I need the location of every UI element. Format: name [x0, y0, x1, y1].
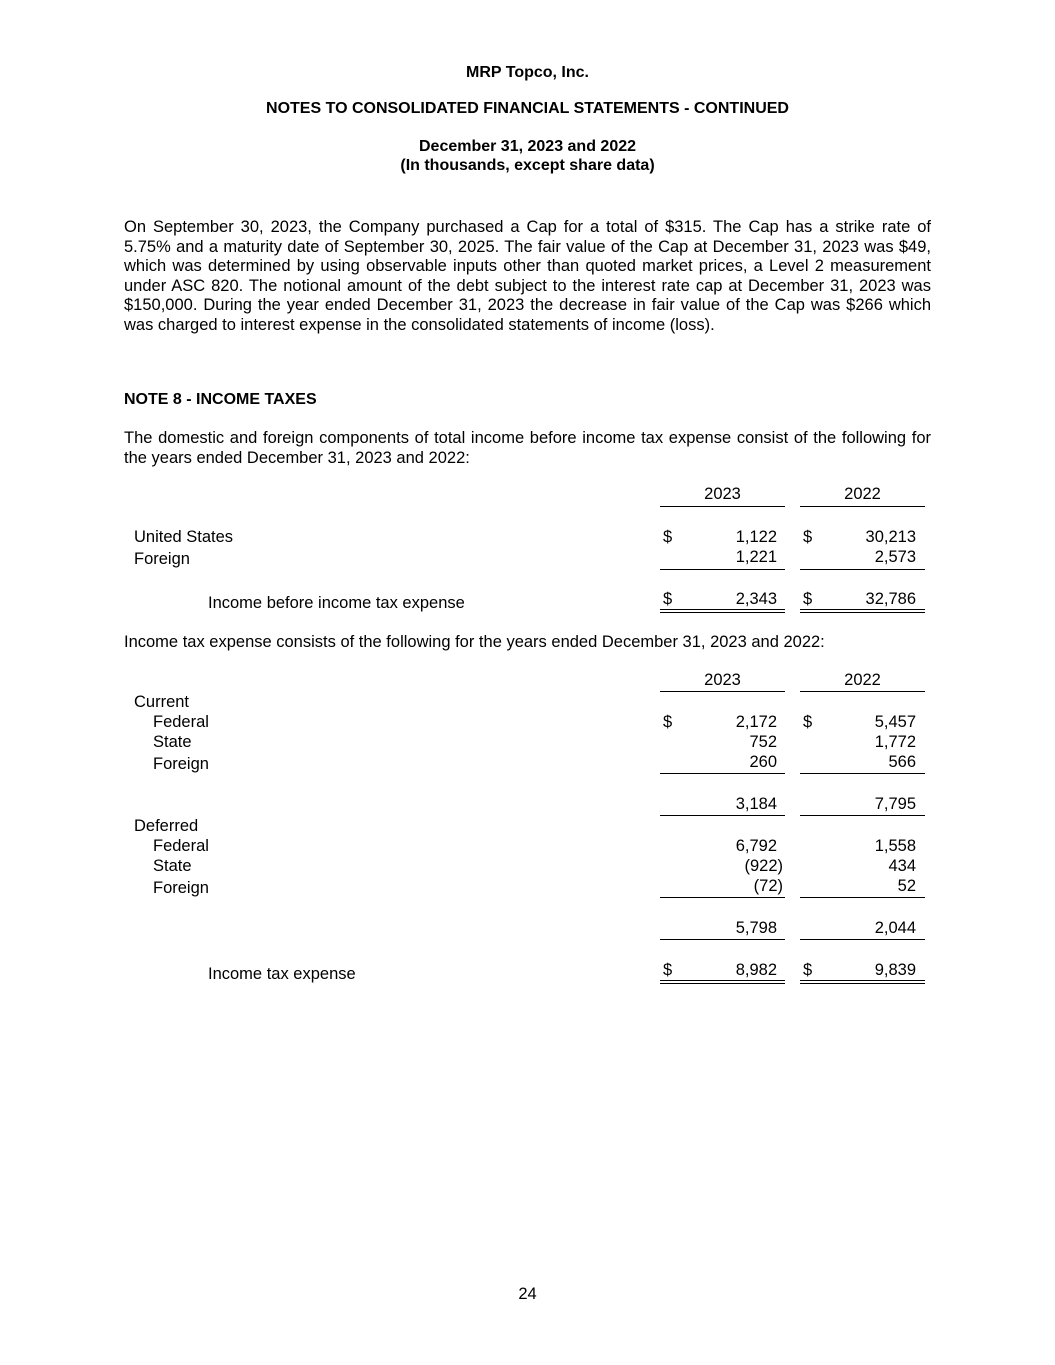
- table1-sum-rule-2022: [800, 569, 925, 570]
- total-2022: 9,839: [874, 961, 916, 979]
- value-2023: 752: [749, 733, 777, 751]
- row-label: United States: [134, 528, 234, 546]
- table2-total-double-rule-2022: [800, 980, 925, 984]
- value-2022: 566: [888, 753, 916, 771]
- deferred-subtotal-2022: 2,044: [874, 919, 916, 937]
- page-number: 24: [518, 1285, 537, 1303]
- total-2022: 32,786: [865, 590, 916, 608]
- row-label: State: [153, 733, 192, 751]
- row-label: Foreign: [153, 755, 209, 773]
- statement-date: December 31, 2023 and 2022: [418, 138, 637, 155]
- table1-total-double-rule-2023: [660, 609, 785, 613]
- note-8-paragraph-1: The domestic and foreign components of total income before income tax expense consist of the following for the years ended December 31, 2023 and 2022:: [124, 429, 931, 467]
- current-heading: Current: [134, 693, 190, 711]
- company-name: MRP Topco, Inc.: [466, 64, 589, 81]
- currency-symbol: $: [803, 961, 813, 979]
- row-label: State: [153, 857, 192, 875]
- current-subtotal-2023: 3,184: [735, 795, 777, 813]
- row-label: Foreign: [153, 879, 209, 897]
- cap-paragraph: On September 30, 2023, the Company purchased a Cap for a total of $315. The Cap has a strike rate of 5.75% and a maturity date of September 30, 2025. The fair value of the Cap at December 31, 2023 was $49, which was determined by using observable inputs other than quoted market prices, a Level 2 measurement under ASC 820. The notional amount of the debt subject to the interest rate cap at December 31, 2023 was $150,000. During the year ended December 31, 2023 the decrease in fair value of the Cap was $266 which was charged to interest expense in the consolidated statements of income (loss).: [124, 218, 931, 334]
- deferred-sum-rule-2022: [800, 897, 925, 898]
- row-label: Foreign: [134, 550, 190, 568]
- value-2022: 52: [897, 877, 916, 895]
- table1-sum-rule-2023: [660, 569, 785, 570]
- deferred-subtotal-rule-2022: [800, 939, 925, 940]
- current-sum-rule-2023: [660, 773, 785, 774]
- row-label: Federal: [153, 837, 209, 855]
- current-subtotal-rule-2023: [660, 815, 785, 816]
- value-2022: 434: [888, 857, 916, 875]
- deferred-subtotal-rule-2023: [660, 939, 785, 940]
- units-note: (In thousands, except share data): [400, 157, 655, 174]
- deferred-subtotal-2023: 5,798: [735, 919, 777, 937]
- deferred-sum-rule-2023: [660, 897, 785, 898]
- row-label: Federal: [153, 713, 209, 731]
- total-label: Income before income tax expense: [208, 594, 465, 612]
- value-2023: (72): [753, 877, 783, 895]
- currency-symbol: $: [803, 528, 813, 546]
- table2-year-2023: 2023: [704, 671, 741, 689]
- value-2022: 1,772: [874, 733, 916, 751]
- value-2023: 2,172: [735, 713, 777, 731]
- note-8-paragraph-2: Income tax expense consists of the following for the years ended December 31, 2023 and 2022:: [124, 633, 825, 651]
- total-2023: 8,982: [735, 961, 777, 979]
- table1-header-rule-2023: [660, 506, 785, 507]
- note-8-title: NOTE 8 - INCOME TAXES: [124, 391, 317, 408]
- currency-symbol: $: [663, 961, 673, 979]
- section-title: NOTES TO CONSOLIDATED FINANCIAL STATEMENTS - CONTINUED: [266, 100, 789, 117]
- value-2023: 260: [749, 753, 777, 771]
- currency-symbol: $: [663, 590, 673, 608]
- value-2022: 2,573: [874, 548, 916, 566]
- value-2022: 30,213: [865, 528, 916, 546]
- currency-symbol: $: [803, 713, 813, 731]
- value-2022: 5,457: [874, 713, 916, 731]
- value-2023: (922): [744, 857, 783, 875]
- table2-year-2022: 2022: [844, 671, 881, 689]
- value-2023: 1,122: [735, 528, 777, 546]
- total-label: Income tax expense: [208, 965, 356, 983]
- currency-symbol: $: [663, 713, 673, 731]
- table1-year-2022: 2022: [844, 485, 881, 503]
- current-sum-rule-2022: [800, 773, 925, 774]
- currency-symbol: $: [663, 528, 673, 546]
- total-2023: 2,343: [735, 590, 777, 608]
- value-2023: 1,221: [735, 548, 777, 566]
- table1-year-2023: 2023: [704, 485, 741, 503]
- value-2022: 1,558: [874, 837, 916, 855]
- table2-header-rule-2022: [800, 691, 925, 692]
- current-subtotal-2022: 7,795: [874, 795, 916, 813]
- table2-header-rule-2023: [660, 691, 785, 692]
- value-2023: 6,792: [735, 837, 777, 855]
- currency-symbol: $: [803, 590, 813, 608]
- table1-total-double-rule-2022: [800, 609, 925, 613]
- table1-header-rule-2022: [800, 506, 925, 507]
- current-subtotal-rule-2022: [800, 815, 925, 816]
- table2-total-double-rule-2023: [660, 980, 785, 984]
- deferred-heading: Deferred: [134, 817, 199, 835]
